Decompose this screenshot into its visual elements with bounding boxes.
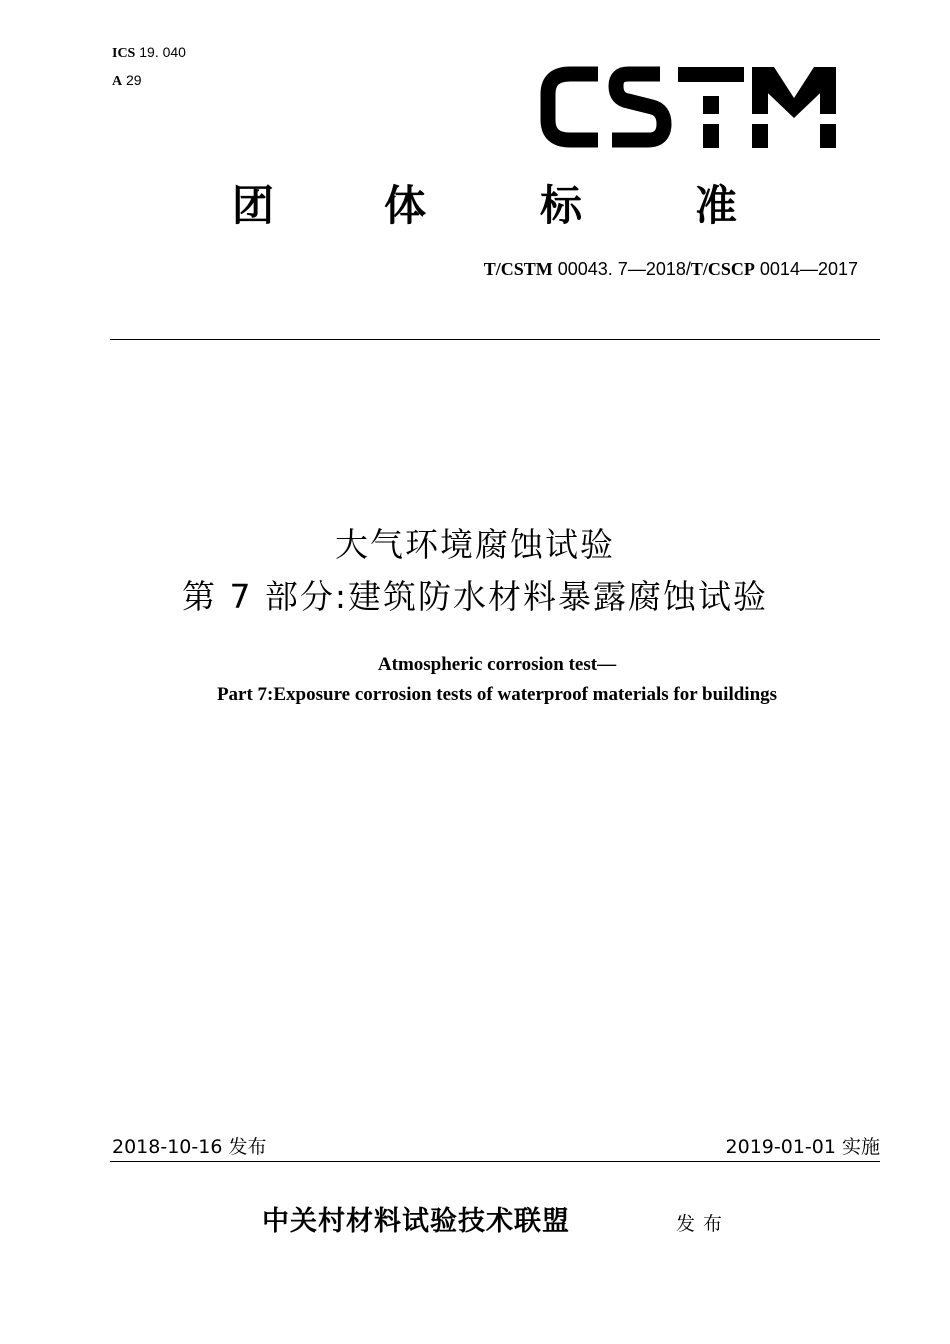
ics-code xyxy=(112,44,186,62)
category-char-4: 准 xyxy=(695,181,738,230)
header-divider xyxy=(110,339,880,340)
standard-code xyxy=(484,259,858,280)
title-zh-line-2: 第 7 部分:建筑防水材料暴露腐蚀试验 xyxy=(181,577,769,616)
title-zh-line-1: 大气环境腐蚀试验 xyxy=(335,525,615,564)
effective-date: 2019-01-01 实施 xyxy=(725,1136,880,1158)
standard-prefix-1: T/CSTM xyxy=(483,259,553,279)
title-en-line-1: Atmospheric corrosion test— xyxy=(377,654,617,675)
issue-date: 2018-10-16 发布 xyxy=(112,1136,267,1158)
standard-number-1: 00043. 7—2018/ xyxy=(557,259,691,279)
ccs-value: 29 xyxy=(126,72,142,88)
ccs-label: A xyxy=(112,74,123,89)
standard-number-2: 0014—2017 xyxy=(759,259,858,279)
category-char-2: 体 xyxy=(384,181,427,230)
category-char-3: 标 xyxy=(540,181,583,230)
ccs-code xyxy=(112,72,142,90)
category-char-1: 团 xyxy=(232,181,275,230)
publish-label: 发布 xyxy=(676,1213,731,1235)
cstm-logo xyxy=(540,64,840,150)
ics-label: ICS xyxy=(112,46,136,61)
title-en-line-2: Part 7:Exposure corrosion tests of waterproof materials for buildings xyxy=(216,684,778,705)
footer-divider xyxy=(110,1161,880,1162)
standard-prefix-2: T/CSCP xyxy=(690,259,755,279)
publisher-name: 中关村材料试验技术联盟 xyxy=(262,1206,570,1237)
ics-value: 19. 040 xyxy=(139,44,186,60)
